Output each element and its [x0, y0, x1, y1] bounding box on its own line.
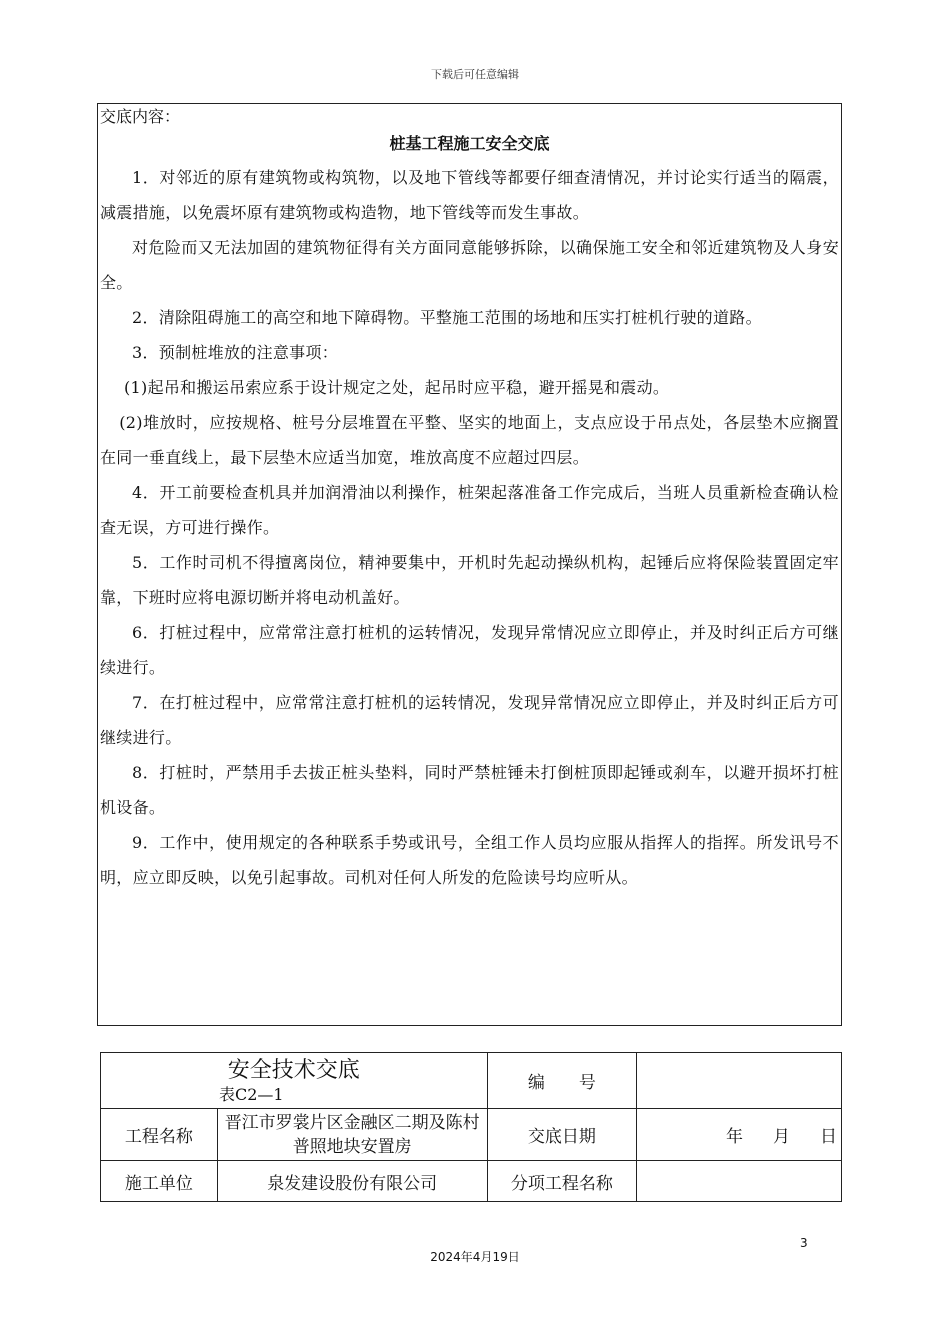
- paragraph-9: 9．工作中，使用规定的各种联系手势或讯号，全组工作人员均应服从指挥人的指挥。所发讯号不明，应立即反映，以免引起事故。司机对任何人所发的危险读号均应听从。: [100, 833, 839, 887]
- paragraph-2: 2．清除阻碍施工的高空和地下障碍物。平整施工范围的场地和压实打桩机行驶的道路。: [132, 308, 762, 327]
- paragraph-3: 3．预制桩堆放的注意事项：: [132, 343, 339, 362]
- paragraph-5: 5．工作时司机不得擅离岗位，精神要集中，开机时先起动操纵机构，起锤后应将保险装置固定牢靠，下班时应将电源切断并将电动机盖好。: [100, 553, 839, 607]
- page-header-note: 下载后可任意编辑: [431, 68, 519, 81]
- number-label: 编 号: [487, 1053, 637, 1109]
- contractor-value: 泉发建设股份有限公司: [217, 1161, 487, 1202]
- footer-date: 2024年4月19日: [430, 1250, 520, 1264]
- paragraph-8: 8．打桩时，严禁用手去拔正桩头垫料，同时严禁桩锤未打倒桩顶即起锤或刹车，以避开损坏打桩机设备。: [100, 763, 839, 817]
- date-label: 交底日期: [487, 1109, 637, 1161]
- paragraph-3-item-1: (1)起吊和搬运吊索应系于设计规定之处，起吊时应平稳，避开摇晃和震动。: [124, 378, 670, 397]
- briefing-content-box: [97, 103, 842, 1026]
- project-name-label: 工程名称: [101, 1109, 218, 1161]
- paragraph-6: 6．打桩过程中，应常常注意打桩机的运转情况，发现异常情况应立即停止，并及时纠正后方可继续进行。: [100, 623, 839, 677]
- project-name-value: 晋江市罗裳片区金融区二期及陈村普照地块安置房: [217, 1109, 487, 1161]
- date-year: 年: [726, 1127, 743, 1147]
- contractor-label: 施工单位: [101, 1161, 218, 1202]
- paragraph-4: 4．开工前要检查机具并加润滑油以利操作，桩架起落准备工作完成后，当班人员重新检查确认检查无误，方可进行操作。: [100, 483, 839, 537]
- subproject-label: 分项工程名称: [487, 1161, 637, 1202]
- date-value: [637, 1109, 842, 1161]
- number-value: [637, 1053, 842, 1109]
- form-title-cell: [101, 1053, 488, 1109]
- content-label: 交底内容：: [100, 107, 181, 126]
- subproject-value: [637, 1161, 842, 1202]
- paragraph-1-continued: 对危险而又无法加固的建筑物征得有关方面同意能够拆除，以确保施工安全和邻近建筑物及人身安全。: [100, 238, 839, 292]
- paragraph-7: 7．在打桩过程中，应常常注意打桩机的运转情况，发现异常情况应立即停止，并及时纠正后方可继续进行。: [100, 693, 839, 747]
- paragraph-1: 1．对邻近的原有建筑物或构筑物，以及地下管线等都要仔细查清情况，并讨论实行适当的隔震，减震措施，以免震坏原有建筑物或构造物，地下管线等而发生事故。: [100, 168, 839, 222]
- paragraph-3-item-2: (2)堆放时，应按规格、桩号分层堆置在平整、坚实的地面上，支点应设于吊点处，各层垫木应搁置在同一垂直线上，最下层垫木应适当加宽，堆放高度不应超过四层。: [100, 413, 839, 467]
- form-title: 安全技术交底: [227, 1057, 360, 1083]
- form-code: 表C2—1: [219, 1084, 284, 1104]
- date-month: 月: [773, 1127, 790, 1147]
- safety-briefing-form-table: [100, 1052, 842, 1202]
- page-number: 3: [800, 1236, 808, 1250]
- document-title: 桩基工程施工安全交底: [389, 134, 550, 153]
- date-day: 日: [820, 1127, 837, 1147]
